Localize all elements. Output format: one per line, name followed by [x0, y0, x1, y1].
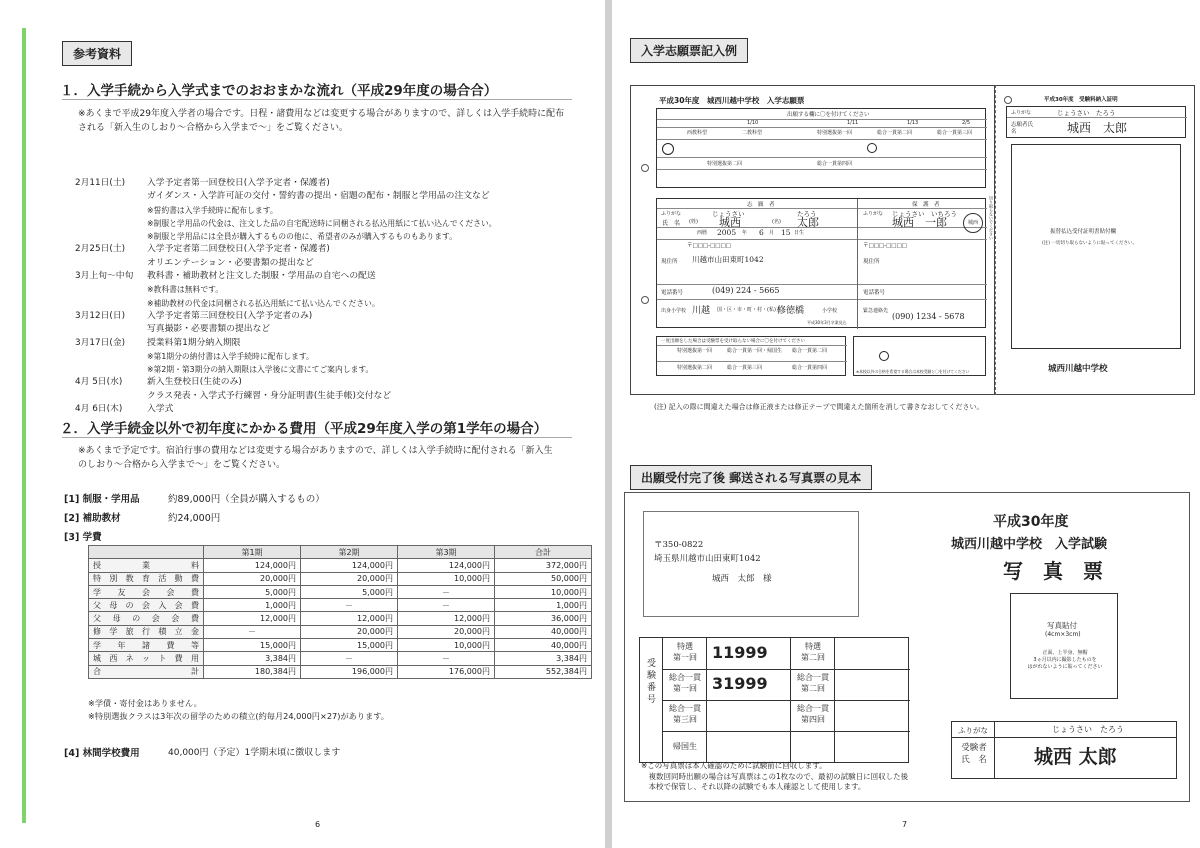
- fee-cell: 124,000円: [204, 559, 301, 572]
- guardian-title: 保 護 者: [912, 202, 940, 208]
- fee-item-label: 学友会会費: [89, 585, 204, 598]
- schedule-date: [75, 363, 147, 376]
- fee-item-label: 修学旅行積立金: [89, 625, 204, 638]
- card-furigana-label: ふりがな: [958, 726, 988, 735]
- reference-tag: 参考資料: [62, 41, 132, 66]
- fee-cell: －: [398, 652, 495, 665]
- sibling-note: ※本校以外の合格を希望する場合は本校受験と〇を付けてください: [856, 369, 970, 374]
- table-row: [89, 559, 592, 572]
- bottom-cell-1: 特別選抜第一回: [677, 348, 713, 354]
- schedule-text: 入学予定者第二回登校日(入学予定者・保護者): [147, 244, 330, 255]
- fee-cell: 10,000円: [495, 585, 592, 598]
- exam-col-8: 総合一貫第四回: [817, 161, 853, 167]
- r1a: 特選 第一回: [673, 642, 697, 662]
- fee-header-row: [89, 546, 592, 559]
- schedule-date: 4月 5日(水): [75, 377, 123, 388]
- cat3-label: [3] 学費: [64, 532, 102, 543]
- schedule-text: ※制服と学用品には全員が購入するものの他に、希望者のみが購入するものもあります。: [147, 232, 457, 242]
- name-label: 氏 名: [662, 220, 681, 227]
- bottom-cell-4: 特別選抜第二回: [677, 365, 713, 371]
- schedule-row: [75, 376, 555, 389]
- seal-stamp: 城西: [963, 213, 983, 233]
- card-furigana: じょうさい たろう: [1052, 725, 1124, 734]
- birth-year: 2005: [717, 228, 737, 237]
- payment-proof-sample: [989, 85, 1195, 395]
- fee-cell: 180,384円: [204, 665, 301, 678]
- fee-cell: 10,000円: [398, 639, 495, 652]
- table-row: [89, 599, 592, 612]
- fee-item-label: 城西ネット費用: [89, 652, 204, 665]
- birth-year-u: 年: [742, 230, 748, 236]
- photo-box: [1010, 593, 1118, 699]
- right-page: [612, 0, 1200, 848]
- green-margin-bar: [22, 28, 26, 823]
- schedule-date: [75, 204, 147, 217]
- schedule-text: ※第1期分の納付書は入学手続時に配布します。: [147, 351, 314, 361]
- fee-cell: －: [301, 652, 398, 665]
- form-footnote: (注) 記入の際に間違えた場合は修正液または修正テープで間違えた箇所を消して書きなおしてください。: [654, 403, 984, 411]
- schedule-row: [75, 283, 555, 296]
- schedule-row: [75, 204, 555, 217]
- fee-cell: 3,384円: [495, 652, 592, 665]
- page-number-left: 6: [315, 820, 321, 829]
- table-note: ※学債・寄付金はありません。 ※特別選抜クラスは3年次の留学のための積立(約毎月24,000円×27)があります。: [88, 698, 389, 721]
- g-zip: 〒□□□-□□□□: [863, 243, 907, 249]
- g-furigana: じょうさい いちろう: [892, 210, 957, 218]
- schedule-text: ※誓約書は入学手続時に配布します。: [147, 205, 278, 215]
- fee-cell: 1,000円: [495, 599, 592, 612]
- page-number-right: 7: [902, 820, 908, 829]
- paste-area: [1011, 144, 1181, 349]
- schedule-row: [75, 230, 555, 243]
- bottom-box-right: [853, 336, 986, 376]
- mark-note: 出願する欄に〇を付けてください: [787, 112, 870, 118]
- schedule-row: [75, 403, 555, 416]
- fee-item-label: 父母の会会費: [89, 612, 204, 625]
- paste-title: 振替払込受付証明書貼付欄: [1050, 229, 1117, 235]
- schedule-row: [75, 337, 555, 350]
- punch-hole-3: [1004, 96, 1012, 104]
- school-city: 川越: [692, 306, 711, 316]
- fee-cell: 372,000円: [495, 559, 592, 572]
- section1-rule: [62, 99, 572, 100]
- birth-day-u: 日生: [794, 230, 805, 236]
- punch-hole-1: [641, 164, 649, 172]
- g-furigana-label: ふりがな: [863, 211, 884, 217]
- cat4-label: [4] 林間学校費用: [64, 748, 140, 759]
- r3a: 総合一貫 第三回: [669, 704, 701, 724]
- r4a: 帰国生: [673, 742, 697, 751]
- fee-cell: 40,000円: [495, 639, 592, 652]
- mei-label: (名): [772, 219, 781, 225]
- fee-cell: 552,384円: [495, 665, 592, 678]
- fee-cell: 10,000円: [398, 572, 495, 585]
- fee-cell: 12,000円: [204, 612, 301, 625]
- fee-header-cell: 合計: [495, 546, 592, 559]
- g-address-label: 現住所: [863, 259, 880, 265]
- schedule-date: 3月12日(日): [75, 310, 126, 321]
- exam-col-6: 総合一貫第三回: [937, 130, 973, 136]
- cat4-value: 40,000円（予定）1学期末頃に徴収します: [168, 748, 341, 758]
- schedule-row: [75, 350, 555, 363]
- r1a-value: 11999: [712, 643, 768, 662]
- schedule-text: 写真撮影・必要書類の提出など: [147, 324, 271, 335]
- schedule-date: [75, 283, 147, 296]
- table-row: [89, 612, 592, 625]
- grad-note: 平成30年3月卒業見込: [807, 320, 847, 325]
- table-row: [89, 652, 592, 665]
- schedule-row: [75, 217, 555, 230]
- card-zip: 〒350-0822: [654, 540, 704, 550]
- schedule-date: [75, 323, 147, 336]
- schedule-date: [75, 297, 147, 310]
- schedule-text: クラス発表・入学式予行練習・身分証明書(生徒手帳)交付など: [147, 390, 392, 401]
- cat1-value: 約89,000円（全員が購入するもの）: [168, 494, 325, 505]
- address: 川越市山田東町1042: [692, 255, 764, 264]
- schedule-date: [75, 217, 147, 230]
- app-furigana-sei: じょうさい: [712, 210, 745, 218]
- right-name-label: 志願者氏名: [1011, 122, 1034, 135]
- r3b: 総合一貫 第四回: [797, 704, 829, 724]
- fee-cell: 12,000円: [301, 612, 398, 625]
- card-title: 写 真 票: [1003, 559, 1103, 583]
- fee-cell: 40,000円: [495, 625, 592, 638]
- punch-hole-2: [641, 296, 649, 304]
- card-address: 埼玉県川越市山田東町1042: [654, 554, 761, 564]
- date-3: 1/13: [907, 120, 919, 126]
- fee-cell: 15,000円: [301, 639, 398, 652]
- fee-cell: －: [398, 599, 495, 612]
- address-window: [643, 511, 859, 617]
- card-name-label: 受験者 氏 名: [961, 743, 987, 765]
- fee-item-label: 合計: [89, 665, 204, 678]
- fee-cell: 12,000円: [398, 612, 495, 625]
- fee-cell: 20,000円: [301, 625, 398, 638]
- tel: (049) 224 - 5665: [712, 286, 780, 295]
- schedule-date: 4月 6日(木): [75, 404, 123, 415]
- school-name: 修徳橋: [777, 306, 805, 316]
- bottom-cell-2: 総合一貫第一回・帰国生: [727, 348, 783, 354]
- fee-header-cell: 第1期: [204, 546, 301, 559]
- exam-select-box: [656, 108, 986, 188]
- fee-table: [88, 545, 592, 679]
- photo-title: 写真貼付: [1047, 621, 1077, 630]
- application-form-sample: [630, 85, 995, 395]
- fee-cell: 20,000円: [398, 625, 495, 638]
- schedule-text: ※制服と学用品の代金は、注文した品の自宅配送時に同梱される払込用紙にて払い込んでください。: [147, 218, 497, 228]
- paste-note: (注) 一切切り取らないように貼ってください。: [1042, 241, 1137, 246]
- date-2: 1/11: [847, 120, 859, 126]
- bottom-cell-3: 総合一貫第二回: [792, 348, 828, 354]
- sei-label: (姓): [689, 219, 698, 225]
- schedule-row: [75, 323, 555, 336]
- schedule-text: ※第2期・第3期分の納入期限は入学後に文書にてご案内します。: [147, 365, 374, 375]
- exam-col-3: 二教科型: [742, 130, 763, 136]
- table-row: [89, 625, 592, 638]
- section2-note: ※あくまで予定です。宿泊行事の費用などは変更する場合がありますので、詳しくは入学手続時に配付される「新入生 のしおり～合格から入学まで～」をご覧ください。: [78, 446, 553, 470]
- right-header: 平成30年度 受験料納入証明: [1044, 97, 1118, 103]
- schedule-row: [75, 297, 555, 310]
- schedule-row: [75, 257, 555, 270]
- fee-header-cell: 第3期: [398, 546, 495, 559]
- cat2-value: 約24,000円: [168, 513, 221, 524]
- date-1: 1/10: [747, 120, 759, 126]
- photo-card-sample: [624, 492, 1190, 802]
- table-row: [89, 585, 592, 598]
- g-name: 城西 一郎: [892, 216, 947, 229]
- schedule-text: 入学予定者第三回登校日(入学予定者のみ): [147, 310, 313, 321]
- schedule-text: ※教科書は無料です。: [147, 285, 224, 295]
- card-school: 城西川越中学校 入学試験: [951, 537, 1108, 552]
- zip: 〒□□□-□□□□: [687, 243, 731, 249]
- fee-cell: －: [301, 599, 398, 612]
- fee-cell: 3,384円: [204, 652, 301, 665]
- examinee-name-box: [951, 721, 1177, 779]
- app-sei: 城西: [719, 216, 741, 229]
- right-furigana-label: ふりがな: [1011, 110, 1032, 116]
- schedule-row: [75, 177, 555, 190]
- exam-label: 受験番号: [645, 658, 655, 706]
- fee-cell: 20,000円: [301, 572, 398, 585]
- fee-item-label: 父母の会入会費: [89, 599, 204, 612]
- schedule-text: オリエンテーション・必要書類の提出など: [147, 257, 314, 268]
- selected-circle-2: [867, 143, 877, 153]
- bottom-cell-5: 総合一貫第三回: [727, 365, 763, 371]
- birth-month: 6: [759, 228, 764, 237]
- schedule-text: ガイダンス・入学許可証の交付・誓約書の提出・宿題の配布・制服と学用品の注文など: [147, 191, 490, 202]
- fee-cell: 124,000円: [301, 559, 398, 572]
- fee-cell: 1,000円: [204, 599, 301, 612]
- section2-rule: [62, 437, 572, 438]
- schedule-row: [75, 243, 555, 256]
- form-example-tag: 入学志願票記入例: [630, 38, 748, 63]
- fee-header-cell: 第2期: [301, 546, 398, 559]
- schedule-date: [75, 230, 147, 243]
- card-year: 平成30年度: [993, 514, 1069, 530]
- fee-cell: 124,000円: [398, 559, 495, 572]
- cut-note: 切り取らないでください: [989, 196, 994, 240]
- bottom-cell-6: 総合一貫第四回: [792, 365, 828, 371]
- fee-header-cell: [89, 546, 204, 559]
- exam-number-grid: [639, 637, 909, 763]
- fee-cell: －: [204, 625, 301, 638]
- bottom-box-left: [656, 336, 846, 376]
- birth-month-u: 月: [769, 230, 775, 236]
- schedule-row: [75, 363, 555, 376]
- tel-label: 電話番号: [661, 290, 684, 296]
- schedule-row: [75, 390, 555, 403]
- section1-note: ※あくまで平成29年度入学者の場合です。日程・諸費用などは変更する場合がありますので、詳しくは入学手続時に配布 される「新入生のしおり～合格から入学まで～」をご覧ください。: [78, 109, 565, 133]
- fee-item-label: 学年諸費等: [89, 639, 204, 652]
- school-label: 出身小学校: [661, 308, 687, 314]
- school-suffix: 小学校: [822, 308, 838, 314]
- fee-cell: 5,000円: [204, 585, 301, 598]
- right-furigana: じょうさい たろう: [1057, 109, 1116, 117]
- r2b: 総合一貫 第二回: [797, 673, 829, 693]
- fee-item-label: 授業料: [89, 559, 204, 572]
- table-row: [89, 665, 592, 678]
- schedule-text: 教科書・補助教材と注文した制服・学用品の自宅への配送: [147, 271, 376, 282]
- cat1-label: [1] 制服・学用品: [64, 494, 140, 505]
- date-4: 2/5: [962, 120, 971, 126]
- photo-size: (4cm×3cm): [1045, 631, 1081, 638]
- address-label: 現住所: [661, 259, 678, 265]
- table-row: [89, 572, 592, 585]
- emg-label: 緊急連絡先: [863, 308, 889, 314]
- schedule-row: [75, 270, 555, 283]
- schedule-text: ※補助教材の代金は同梱される払込用紙にて払い込んでください。: [147, 298, 380, 308]
- applicant-box: [656, 198, 986, 328]
- app-mei: 太郎: [797, 216, 819, 229]
- table-row: [89, 639, 592, 652]
- exam-col-1: 西教科型: [687, 130, 708, 136]
- fee-cell: 50,000円: [495, 572, 592, 585]
- exam-col-4: 特別選抜第一回: [817, 130, 853, 136]
- schedule-text: 授業料第1期分納入期限: [147, 337, 241, 348]
- photo-card-tag: 出願受付完了後 郵送される写真票の見本: [630, 465, 872, 490]
- furigana-label: ふりがな: [661, 211, 682, 217]
- school-type: 国・区・市・町・村・(私)立: [717, 307, 781, 313]
- schedule-text: 入学予定者第一回登校日(入学予定者・保護者): [147, 178, 330, 188]
- fee-cell: 20,000円: [204, 572, 301, 585]
- schedule-date: [75, 190, 147, 203]
- card-note: ※この写真票は本人確認のために試験前に回収します。 複数回同時出願の場合は写真票はこの1枚なので、最初の試験日に回収した後 本校で保管し、それ以降の試験でも本人確認として使用します。: [641, 761, 909, 791]
- fee-cell: 36,000円: [495, 612, 592, 625]
- right-name-box: [1006, 106, 1186, 138]
- schedule-list: [75, 177, 555, 416]
- r2a-value: 31999: [712, 674, 768, 693]
- bottom-note: 一度出願をした場合は受験票を受け取らない場合に〇を付けてください: [661, 339, 805, 344]
- right-name: 城西 太郎: [1067, 121, 1128, 135]
- school-name-bottom: 城西川越中学校: [1048, 364, 1108, 374]
- section1-title: １．入学手続から入学式までのおおまかな流れ（平成29年度の場合合）: [60, 83, 498, 99]
- fee-item-label: 特別教育活動費: [89, 572, 204, 585]
- schedule-date: [75, 257, 147, 270]
- fee-cell: 196,000円: [301, 665, 398, 678]
- birth-label: 西暦: [697, 230, 708, 236]
- applicant-title: 志 願 者: [747, 202, 775, 208]
- selected-circle: [662, 143, 674, 155]
- exam-col-7: 特別選抜第二回: [707, 161, 743, 167]
- schedule-date: 3月上旬～中旬: [75, 271, 134, 282]
- r2a: 総合一貫 第一回: [669, 673, 701, 693]
- app-furigana-mei: たろう: [797, 210, 817, 218]
- schedule-date: [75, 350, 147, 363]
- section2-title: ２．入学手続金以外で初年度にかかる費用（平成29年度入学の第1学年の場合）: [60, 421, 548, 437]
- schedule-row: [75, 310, 555, 323]
- card-recipient: 城西 太郎 様: [712, 574, 772, 584]
- exam-col-5: 総合一貫第二回: [877, 130, 913, 136]
- card-name: 城西 太郎: [1034, 746, 1117, 768]
- g-tel-label: 電話番号: [863, 290, 886, 296]
- schedule-date: [75, 390, 147, 403]
- fee-cell: －: [398, 585, 495, 598]
- fee-cell: 176,000円: [398, 665, 495, 678]
- form-header: 平成30年度 城西川越中学校 入学志願票: [659, 96, 805, 105]
- schedule-date: 3月17日(金): [75, 337, 126, 348]
- schedule-text: 入学式: [147, 404, 174, 415]
- birth-day: 15: [781, 228, 791, 237]
- schedule-date: 2月25日(土): [75, 244, 126, 255]
- schedule-text: 新入生登校日(生徒のみ): [147, 377, 242, 388]
- photo-note: 正面、上半身、無帽 3ヵ月以内に撮影したものを はがれないように貼ってください: [1027, 650, 1103, 670]
- fee-cell: 15,000円: [204, 639, 301, 652]
- emg-tel: (090) 1234 - 5678: [892, 312, 965, 321]
- schedule-date: 2月11日(土): [75, 178, 126, 188]
- cat2-label: [2] 補助教材: [64, 513, 121, 524]
- fee-cell: 5,000円: [301, 585, 398, 598]
- r1b: 特選 第二回: [801, 642, 825, 662]
- schedule-row: [75, 190, 555, 203]
